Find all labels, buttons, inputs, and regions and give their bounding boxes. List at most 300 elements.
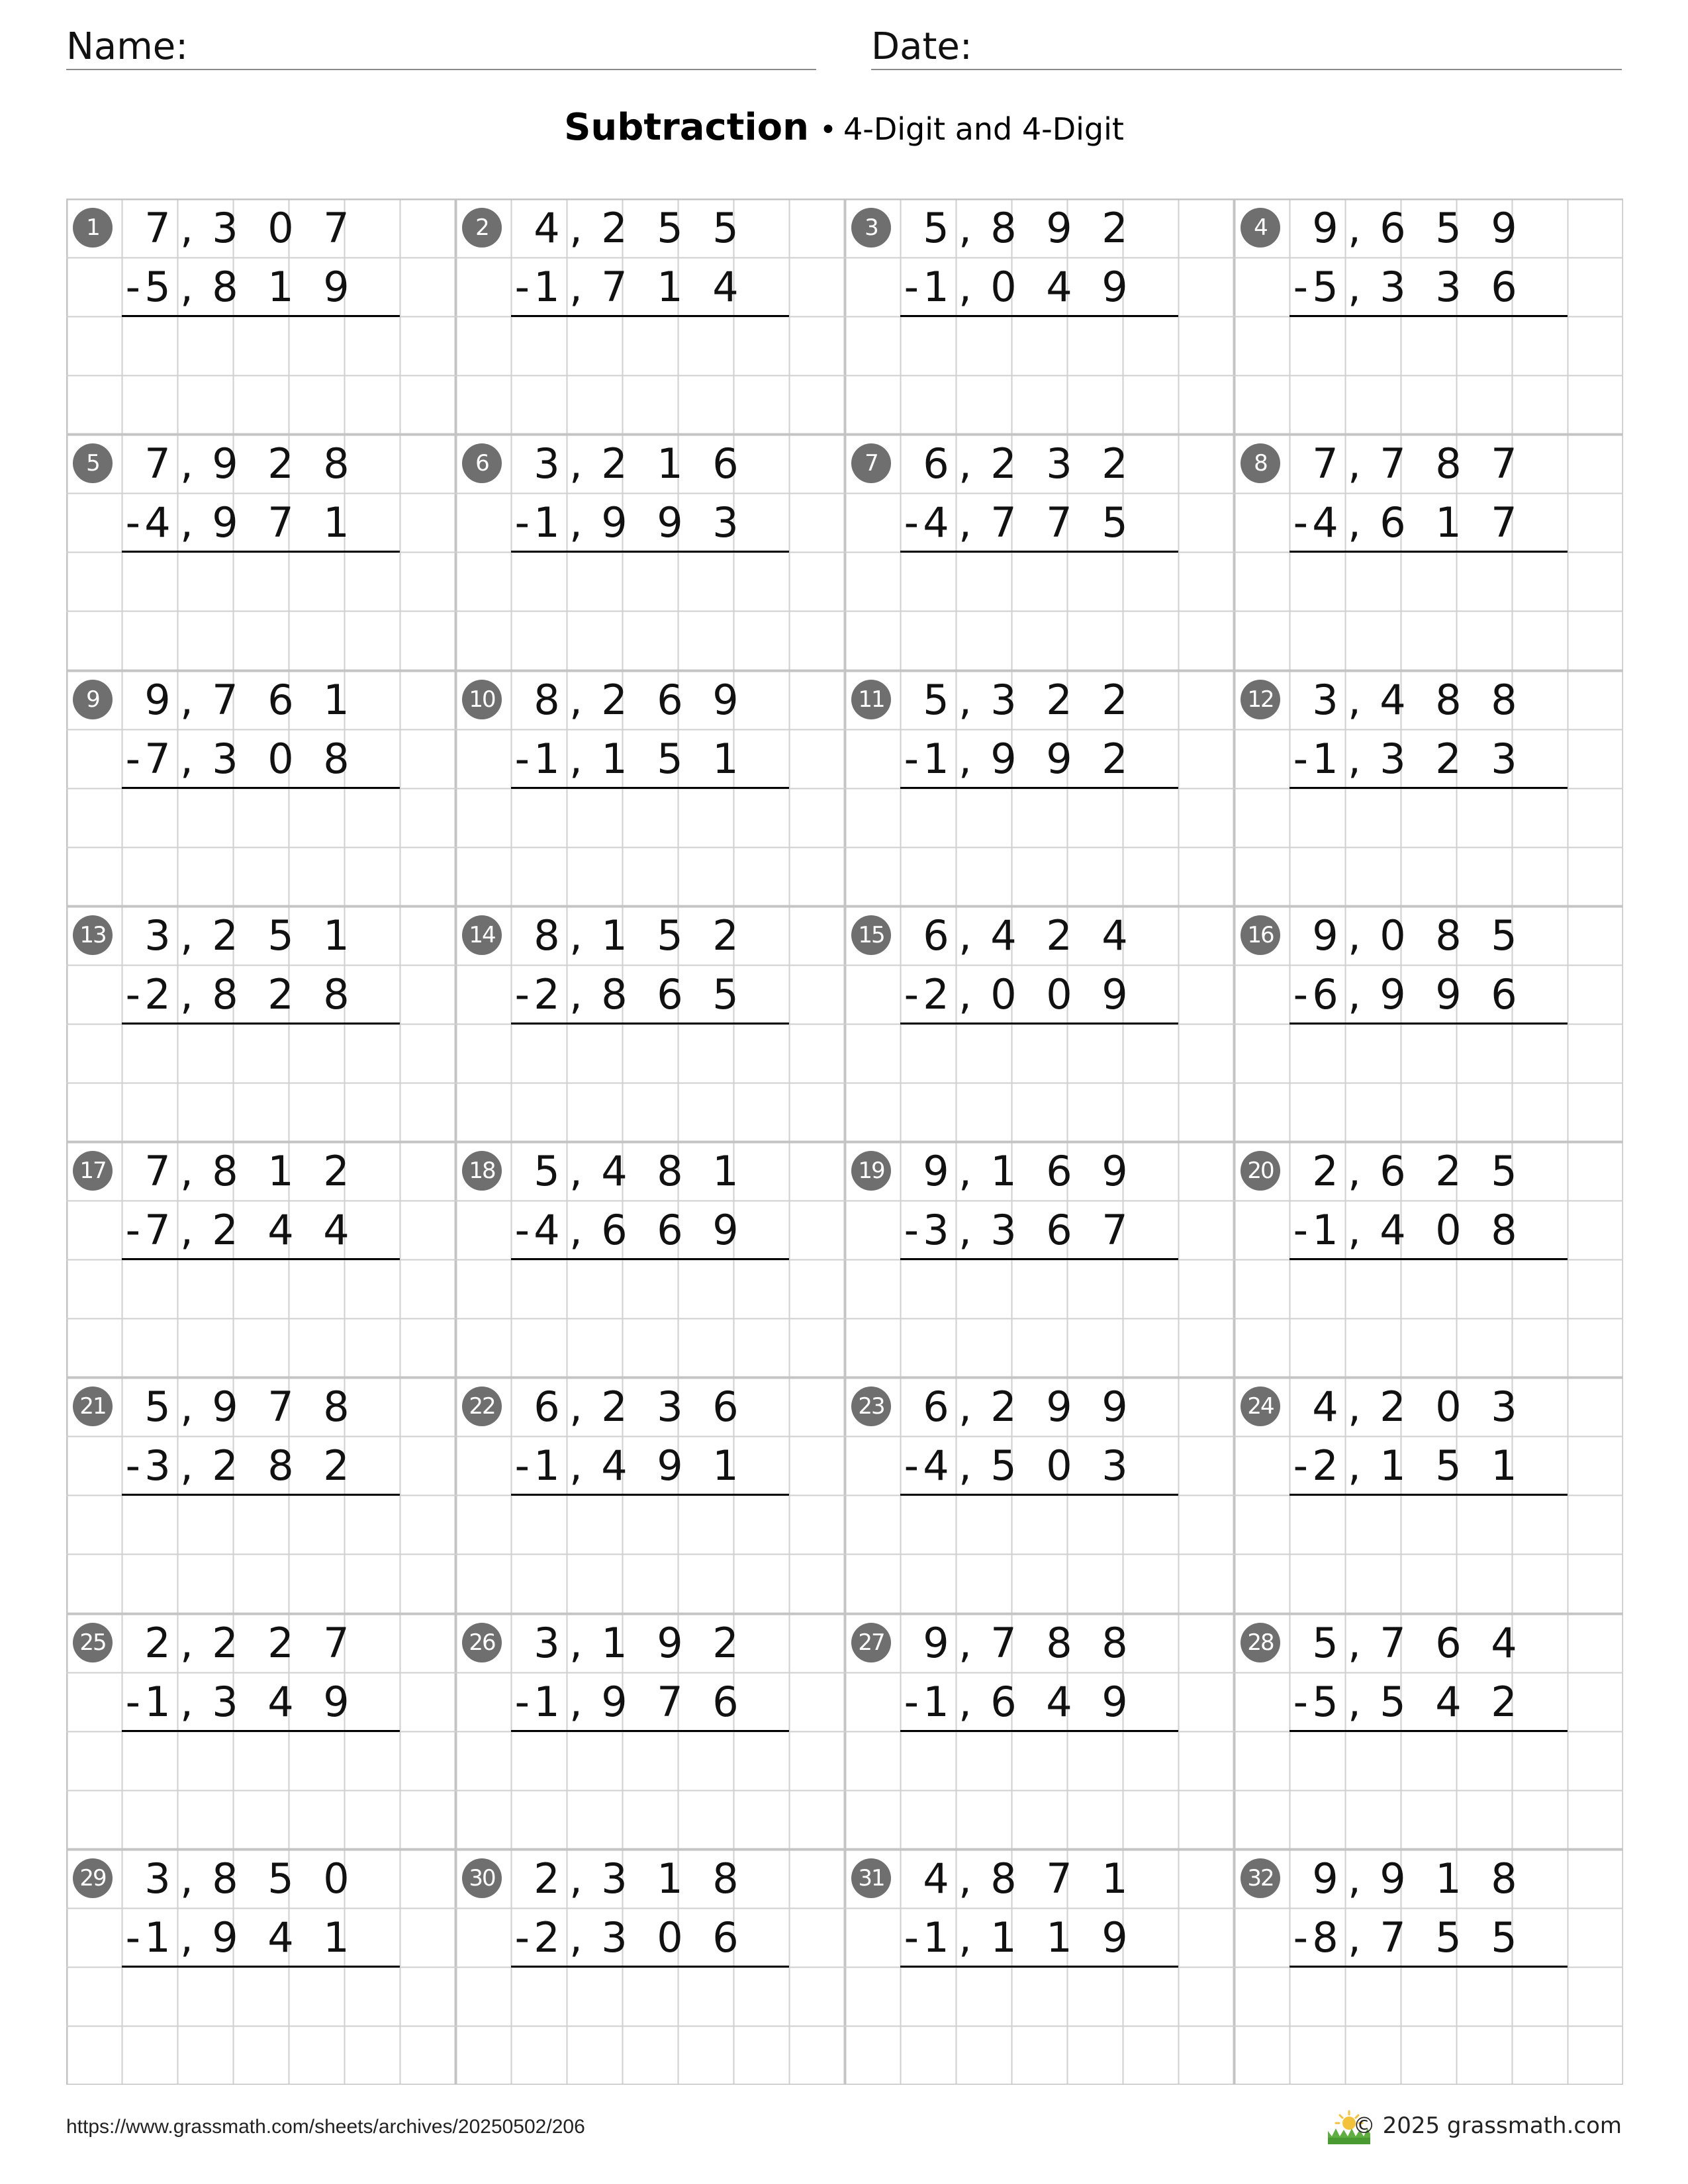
problem-number-badge: 20 bbox=[1241, 1151, 1280, 1191]
subtrahend-digit: 1 bbox=[1491, 1441, 1517, 1490]
problem-number-badge: 14 bbox=[462, 915, 502, 955]
subtrahend-digit: , bbox=[180, 734, 193, 783]
minus-operator: - bbox=[1293, 498, 1308, 547]
problem bbox=[66, 1614, 455, 1849]
minuend-digit: 2 bbox=[212, 911, 238, 960]
subtrahend-digit: 4 bbox=[923, 498, 949, 547]
problem bbox=[66, 906, 455, 1142]
minuend-digit: 9 bbox=[1491, 204, 1517, 252]
subtrahend-digit: 9 bbox=[657, 498, 683, 547]
minuend-digit: 9 bbox=[1312, 204, 1338, 252]
minuend-digit: 8 bbox=[1491, 675, 1517, 724]
minuend-digit: 6 bbox=[1435, 1618, 1462, 1667]
subtrahend-digit: 1 bbox=[990, 1913, 1017, 1962]
subtrahend-digit: , bbox=[569, 498, 583, 547]
minus-operator: - bbox=[1293, 1441, 1308, 1490]
subtrahend-digit: 4 bbox=[712, 263, 739, 312]
subtrahend-digit: 9 bbox=[601, 1677, 628, 1726]
subtrahend-digit: 7 bbox=[144, 734, 171, 783]
minuend-digit: 7 bbox=[144, 204, 171, 252]
minus-operator: - bbox=[1293, 970, 1308, 1019]
answer-line bbox=[122, 1494, 400, 1496]
minuend-digit: 1 bbox=[323, 675, 350, 724]
minus-operator: - bbox=[904, 263, 919, 312]
minus-operator: - bbox=[125, 1441, 140, 1490]
minuend-digit: 2 bbox=[601, 1383, 628, 1432]
answer-line bbox=[511, 1023, 789, 1024]
subtrahend-digit: 1 bbox=[923, 263, 949, 312]
minus-operator: - bbox=[904, 1206, 919, 1255]
problem bbox=[455, 906, 845, 1142]
problem bbox=[1234, 434, 1623, 670]
subtrahend-digit: 3 bbox=[601, 1913, 628, 1962]
minuend-digit: , bbox=[959, 439, 972, 488]
minuend-digit: 7 bbox=[144, 439, 171, 488]
minuend-digit: , bbox=[180, 1854, 193, 1903]
minuend-digit: 2 bbox=[601, 439, 628, 488]
title-subtitle: 4-Digit and 4-Digit bbox=[843, 111, 1124, 147]
minuend-digit: 2 bbox=[601, 675, 628, 724]
subtrahend-digit: 8 bbox=[1491, 1206, 1517, 1255]
subtrahend-digit: 4 bbox=[267, 1677, 294, 1726]
subtrahend-digit: 4 bbox=[1046, 263, 1072, 312]
answer-line bbox=[122, 787, 400, 789]
subtrahend-digit: 4 bbox=[267, 1913, 294, 1962]
subtrahend-digit: 7 bbox=[1102, 1206, 1128, 1255]
minuend-digit: 9 bbox=[923, 1147, 949, 1195]
problem-number-badge: 23 bbox=[851, 1387, 891, 1426]
problem bbox=[66, 199, 455, 434]
minuend-digit: 2 bbox=[144, 1618, 171, 1667]
subtrahend-digit: 8 bbox=[267, 1441, 294, 1490]
problem-number-badge: 29 bbox=[73, 1858, 113, 1898]
minuend-digit: 5 bbox=[534, 1147, 560, 1195]
subtrahend-digit: 2 bbox=[1435, 734, 1462, 783]
problem bbox=[845, 1614, 1234, 1849]
minus-operator: - bbox=[125, 734, 140, 783]
subtrahend-digit: 2 bbox=[534, 970, 560, 1019]
subtrahend-digit: 9 bbox=[1380, 970, 1406, 1019]
problem bbox=[455, 1142, 845, 1377]
minuend-digit: 1 bbox=[1435, 1854, 1462, 1903]
subtrahend-digit: 3 bbox=[712, 498, 739, 547]
problem-number-badge: 11 bbox=[851, 680, 891, 719]
subtrahend-digit: 1 bbox=[323, 1913, 350, 1962]
minuend-digit: , bbox=[959, 911, 972, 960]
minuend-digit: 2 bbox=[601, 204, 628, 252]
minuend-digit: 3 bbox=[990, 675, 1017, 724]
minuend-digit: 8 bbox=[212, 1854, 238, 1903]
subtrahend-digit: 6 bbox=[712, 1913, 739, 1962]
subtrahend-digit: , bbox=[180, 263, 193, 312]
subtrahend-digit: 8 bbox=[323, 734, 350, 783]
minuend-digit: 1 bbox=[601, 911, 628, 960]
minuend-digit: , bbox=[959, 1854, 972, 1903]
minuend-digit: 3 bbox=[1491, 1383, 1517, 1432]
title-main: Subtraction bbox=[564, 106, 810, 149]
minuend-digit: 3 bbox=[1046, 439, 1072, 488]
minus-operator: - bbox=[1293, 1913, 1308, 1962]
problem bbox=[66, 670, 455, 906]
answer-line bbox=[511, 1966, 789, 1968]
subtrahend-digit: 1 bbox=[923, 1913, 949, 1962]
minuend-digit: 8 bbox=[712, 1854, 739, 1903]
answer-line bbox=[1289, 1494, 1568, 1496]
minuend-digit: 3 bbox=[534, 1618, 560, 1667]
subtrahend-digit: 1 bbox=[534, 1677, 560, 1726]
minuend-digit: , bbox=[569, 1618, 583, 1667]
subtrahend-digit: , bbox=[1348, 970, 1361, 1019]
subtrahend-digit: 4 bbox=[144, 498, 171, 547]
subtrahend-digit: 1 bbox=[534, 498, 560, 547]
minuend-digit: 1 bbox=[657, 1854, 683, 1903]
problem-number-badge: 2 bbox=[462, 208, 502, 248]
subtrahend-digit: 0 bbox=[990, 970, 1017, 1019]
minuend-digit: 3 bbox=[534, 439, 560, 488]
subtrahend-digit: 5 bbox=[1312, 1677, 1338, 1726]
answer-line bbox=[511, 1258, 789, 1260]
answer-line bbox=[900, 787, 1178, 789]
minuend-digit: , bbox=[569, 1383, 583, 1432]
minus-operator: - bbox=[514, 1913, 530, 1962]
minuend-digit: 8 bbox=[323, 439, 350, 488]
subtrahend-digit: 8 bbox=[212, 263, 238, 312]
minuend-digit: , bbox=[959, 1618, 972, 1667]
subtrahend-digit: 6 bbox=[1380, 498, 1406, 547]
minus-operator: - bbox=[1293, 263, 1308, 312]
subtrahend-digit: 2 bbox=[212, 1206, 238, 1255]
title-separator: • bbox=[820, 113, 837, 147]
subtrahend-digit: 6 bbox=[1491, 263, 1517, 312]
problem-number-badge: 30 bbox=[462, 1858, 502, 1898]
subtrahend-digit: , bbox=[569, 1206, 583, 1255]
problem-number-badge: 32 bbox=[1241, 1858, 1280, 1898]
minuend-digit: 2 bbox=[712, 911, 739, 960]
minuend-digit: 5 bbox=[923, 204, 949, 252]
minus-operator: - bbox=[904, 1441, 919, 1490]
minuend-digit: 6 bbox=[1046, 1147, 1072, 1195]
problem bbox=[455, 1377, 845, 1613]
problem bbox=[845, 1377, 1234, 1613]
subtrahend-digit: , bbox=[569, 263, 583, 312]
problem bbox=[1234, 199, 1623, 434]
minuend-digit: 9 bbox=[212, 439, 238, 488]
subtrahend-digit: 4 bbox=[1380, 1206, 1406, 1255]
subtrahend-digit: 6 bbox=[1046, 1206, 1072, 1255]
minuend-digit: 1 bbox=[712, 1147, 739, 1195]
minuend-digit: , bbox=[569, 911, 583, 960]
subtrahend-digit: 5 bbox=[1102, 498, 1128, 547]
answer-line bbox=[1289, 1730, 1568, 1732]
subtrahend-digit: 0 bbox=[1046, 1441, 1072, 1490]
minuend-digit: 1 bbox=[1102, 1854, 1128, 1903]
minuend-digit: , bbox=[1348, 204, 1361, 252]
problem-number-badge: 9 bbox=[73, 680, 113, 719]
subtrahend-digit: 2 bbox=[1312, 1441, 1338, 1490]
minuend-digit: 8 bbox=[212, 1147, 238, 1195]
subtrahend-digit: , bbox=[959, 1441, 972, 1490]
subtrahend-digit: 7 bbox=[267, 498, 294, 547]
answer-line bbox=[900, 1730, 1178, 1732]
minuend-digit: 4 bbox=[534, 204, 560, 252]
minus-operator: - bbox=[904, 734, 919, 783]
subtrahend-digit: 0 bbox=[1046, 970, 1072, 1019]
problem-number-badge: 5 bbox=[73, 443, 113, 483]
subtrahend-digit: 1 bbox=[1046, 1913, 1072, 1962]
subtrahend-digit: , bbox=[569, 1913, 583, 1962]
subtrahend-digit: 3 bbox=[923, 1206, 949, 1255]
minus-operator: - bbox=[514, 498, 530, 547]
subtrahend-digit: 9 bbox=[323, 263, 350, 312]
minus-operator: - bbox=[125, 1913, 140, 1962]
date-label: Date: bbox=[871, 25, 972, 68]
problem-number-badge: 13 bbox=[73, 915, 113, 955]
minuend-digit: 6 bbox=[267, 675, 294, 724]
minuend-digit: 7 bbox=[267, 1383, 294, 1432]
subtrahend-digit: 2 bbox=[923, 970, 949, 1019]
problem bbox=[845, 1142, 1234, 1377]
answer-line bbox=[900, 315, 1178, 317]
problem-number-badge: 6 bbox=[462, 443, 502, 483]
problem-number-badge: 12 bbox=[1241, 680, 1280, 719]
answer-line bbox=[1289, 1258, 1568, 1260]
minuend-digit: , bbox=[569, 1854, 583, 1903]
subtrahend-digit: , bbox=[1348, 1206, 1361, 1255]
minus-operator: - bbox=[514, 1441, 530, 1490]
minuend-digit: , bbox=[1348, 1147, 1361, 1195]
minus-operator: - bbox=[125, 1206, 140, 1255]
problem bbox=[66, 1142, 455, 1377]
minuend-digit: 9 bbox=[1312, 1854, 1338, 1903]
minuend-digit: 2 bbox=[267, 1618, 294, 1667]
minuend-digit: 7 bbox=[144, 1147, 171, 1195]
subtrahend-digit: 9 bbox=[212, 1913, 238, 1962]
answer-line bbox=[122, 1966, 400, 1968]
minus-operator: - bbox=[125, 498, 140, 547]
minuend-digit: 7 bbox=[323, 1618, 350, 1667]
minuend-digit: , bbox=[180, 439, 193, 488]
minuend-digit: 5 bbox=[1435, 204, 1462, 252]
answer-line bbox=[122, 1258, 400, 1260]
subtrahend-digit: 1 bbox=[534, 734, 560, 783]
subtrahend-digit: 5 bbox=[1435, 1441, 1462, 1490]
minuend-digit: 3 bbox=[144, 911, 171, 960]
subtrahend-digit: 3 bbox=[1491, 734, 1517, 783]
subtrahend-digit: 2 bbox=[144, 970, 171, 1019]
subtrahend-digit: 1 bbox=[601, 734, 628, 783]
problem bbox=[66, 434, 455, 670]
minuend-digit: , bbox=[180, 1618, 193, 1667]
minuend-digit: , bbox=[959, 204, 972, 252]
minuend-digit: 2 bbox=[1102, 204, 1128, 252]
problem-number-badge: 7 bbox=[851, 443, 891, 483]
minuend-digit: , bbox=[569, 675, 583, 724]
minuend-digit: 1 bbox=[990, 1147, 1017, 1195]
minuend-digit: , bbox=[959, 1383, 972, 1432]
subtrahend-digit: 6 bbox=[712, 1677, 739, 1726]
problem bbox=[66, 1849, 455, 2085]
subtrahend-digit: , bbox=[180, 1677, 193, 1726]
problem-number-badge: 17 bbox=[73, 1151, 113, 1191]
minuend-digit: 8 bbox=[323, 1383, 350, 1432]
answer-line bbox=[122, 315, 400, 317]
minuend-digit: 8 bbox=[1435, 675, 1462, 724]
subtrahend-digit: 9 bbox=[1102, 263, 1128, 312]
problem bbox=[455, 199, 845, 434]
subtrahend-digit: , bbox=[569, 1441, 583, 1490]
minuend-digit: , bbox=[569, 1147, 583, 1195]
minuend-digit: 5 bbox=[267, 911, 294, 960]
subtrahend-digit: 0 bbox=[990, 263, 1017, 312]
problem bbox=[1234, 1377, 1623, 1613]
minuend-digit: , bbox=[1348, 911, 1361, 960]
minus-operator: - bbox=[904, 970, 919, 1019]
subtrahend-digit: 0 bbox=[267, 734, 294, 783]
subtrahend-digit: 7 bbox=[657, 1677, 683, 1726]
minuend-digit: 2 bbox=[712, 1618, 739, 1667]
problem-number-badge: 28 bbox=[1241, 1623, 1280, 1662]
subtrahend-digit: 1 bbox=[712, 1441, 739, 1490]
minuend-digit: 9 bbox=[1380, 1854, 1406, 1903]
answer-line bbox=[511, 787, 789, 789]
subtrahend-digit: 3 bbox=[1435, 263, 1462, 312]
problem-number-badge: 24 bbox=[1241, 1387, 1280, 1426]
minuend-digit: 8 bbox=[534, 911, 560, 960]
minuend-digit: 0 bbox=[323, 1854, 350, 1903]
minuend-digit: 4 bbox=[1102, 911, 1128, 960]
subtrahend-digit: 4 bbox=[923, 1441, 949, 1490]
subtrahend-digit: 9 bbox=[1102, 1913, 1128, 1962]
subtrahend-digit: 1 bbox=[1435, 498, 1462, 547]
answer-line bbox=[511, 315, 789, 317]
problem-number-badge: 1 bbox=[73, 208, 113, 248]
minuend-digit: 5 bbox=[267, 1854, 294, 1903]
minuend-digit: 7 bbox=[323, 204, 350, 252]
problem-number-badge: 16 bbox=[1241, 915, 1280, 955]
subtrahend-digit: 7 bbox=[1046, 498, 1072, 547]
minuend-digit: 5 bbox=[1491, 1147, 1517, 1195]
answer-line bbox=[900, 1258, 1178, 1260]
subtrahend-digit: 9 bbox=[990, 734, 1017, 783]
subtrahend-digit: 4 bbox=[601, 1441, 628, 1490]
subtrahend-digit: 6 bbox=[657, 1206, 683, 1255]
problem-number-badge: 26 bbox=[462, 1623, 502, 1662]
answer-line bbox=[900, 1966, 1178, 1968]
problem-number-badge: 22 bbox=[462, 1387, 502, 1426]
problem-number-badge: 18 bbox=[462, 1151, 502, 1191]
name-label: Name: bbox=[66, 25, 189, 68]
minuend-digit: 5 bbox=[657, 204, 683, 252]
minuend-digit: 6 bbox=[712, 439, 739, 488]
problem-number-badge: 27 bbox=[851, 1623, 891, 1662]
subtrahend-digit: 3 bbox=[212, 1677, 238, 1726]
minuend-digit: 7 bbox=[1312, 439, 1338, 488]
minuend-digit: , bbox=[1348, 675, 1361, 724]
subtrahend-digit: 5 bbox=[1312, 263, 1338, 312]
footer-url[interactable]: https://www.grassmath.com/sheets/archives/20250502/206 bbox=[66, 2116, 585, 2138]
answer-line bbox=[900, 551, 1178, 553]
subtrahend-digit: 5 bbox=[1435, 1913, 1462, 1962]
minuend-digit: , bbox=[180, 204, 193, 252]
minus-operator: - bbox=[514, 734, 530, 783]
minus-operator: - bbox=[514, 1677, 530, 1726]
subtrahend-digit: 0 bbox=[657, 1913, 683, 1962]
minuend-digit: 8 bbox=[1491, 1854, 1517, 1903]
subtrahend-digit: 1 bbox=[1312, 1206, 1338, 1255]
problem-number-badge: 4 bbox=[1241, 208, 1280, 248]
minuend-digit: 6 bbox=[1380, 204, 1406, 252]
minuend-digit: 6 bbox=[534, 1383, 560, 1432]
subtrahend-digit: 6 bbox=[990, 1677, 1017, 1726]
subtrahend-digit: 2 bbox=[1491, 1677, 1517, 1726]
minuend-digit: 4 bbox=[923, 1854, 949, 1903]
subtrahend-digit: 6 bbox=[1491, 970, 1517, 1019]
minuend-digit: 5 bbox=[1491, 911, 1517, 960]
subtrahend-digit: 6 bbox=[1312, 970, 1338, 1019]
minuend-digit: 2 bbox=[1046, 911, 1072, 960]
problem-number-badge: 10 bbox=[462, 680, 502, 719]
problem bbox=[845, 434, 1234, 670]
subtrahend-digit: 1 bbox=[657, 263, 683, 312]
worksheet-title bbox=[0, 106, 1688, 149]
minuend-digit: , bbox=[1348, 439, 1361, 488]
name-field[interactable] bbox=[66, 25, 816, 70]
subtrahend-digit: 2 bbox=[323, 1441, 350, 1490]
worksheet-grid bbox=[66, 199, 1623, 2085]
answer-line bbox=[122, 551, 400, 553]
subtrahend-digit: 1 bbox=[144, 1913, 171, 1962]
minuend-digit: 1 bbox=[601, 1618, 628, 1667]
subtrahend-digit: , bbox=[569, 1677, 583, 1726]
subtrahend-digit: 1 bbox=[923, 734, 949, 783]
minuend-digit: 7 bbox=[1380, 439, 1406, 488]
subtrahend-digit: 2 bbox=[212, 1441, 238, 1490]
minuend-digit: , bbox=[1348, 1618, 1361, 1667]
subtrahend-digit: 7 bbox=[1491, 498, 1517, 547]
minuend-digit: 2 bbox=[1102, 439, 1128, 488]
minuend-digit: 8 bbox=[1435, 439, 1462, 488]
subtrahend-digit: , bbox=[180, 1441, 193, 1490]
minus-operator: - bbox=[125, 263, 140, 312]
minuend-digit: 1 bbox=[323, 911, 350, 960]
minuend-digit: 6 bbox=[923, 911, 949, 960]
minus-operator: - bbox=[1293, 734, 1308, 783]
minus-operator: - bbox=[514, 970, 530, 1019]
subtrahend-digit: 3 bbox=[990, 1206, 1017, 1255]
minuend-digit: 7 bbox=[1491, 439, 1517, 488]
subtrahend-digit: , bbox=[959, 734, 972, 783]
answer-line bbox=[1289, 1966, 1568, 1968]
subtrahend-digit: 4 bbox=[323, 1206, 350, 1255]
subtrahend-digit: 9 bbox=[323, 1677, 350, 1726]
subtrahend-digit: 9 bbox=[1435, 970, 1462, 1019]
answer-line bbox=[900, 1023, 1178, 1024]
problem bbox=[845, 1849, 1234, 2085]
minuend-digit: 2 bbox=[267, 439, 294, 488]
minus-operator: - bbox=[125, 970, 140, 1019]
problem bbox=[66, 1377, 455, 1613]
subtrahend-digit: 9 bbox=[1046, 734, 1072, 783]
minuend-digit: , bbox=[959, 675, 972, 724]
subtrahend-digit: 5 bbox=[1380, 1677, 1406, 1726]
answer-line bbox=[511, 1494, 789, 1496]
answer-line bbox=[1289, 551, 1568, 553]
subtrahend-digit: 3 bbox=[1380, 263, 1406, 312]
subtrahend-digit: , bbox=[180, 970, 193, 1019]
date-field[interactable] bbox=[871, 25, 1622, 70]
minuend-digit: 8 bbox=[990, 204, 1017, 252]
minuend-digit: 0 bbox=[1435, 1383, 1462, 1432]
